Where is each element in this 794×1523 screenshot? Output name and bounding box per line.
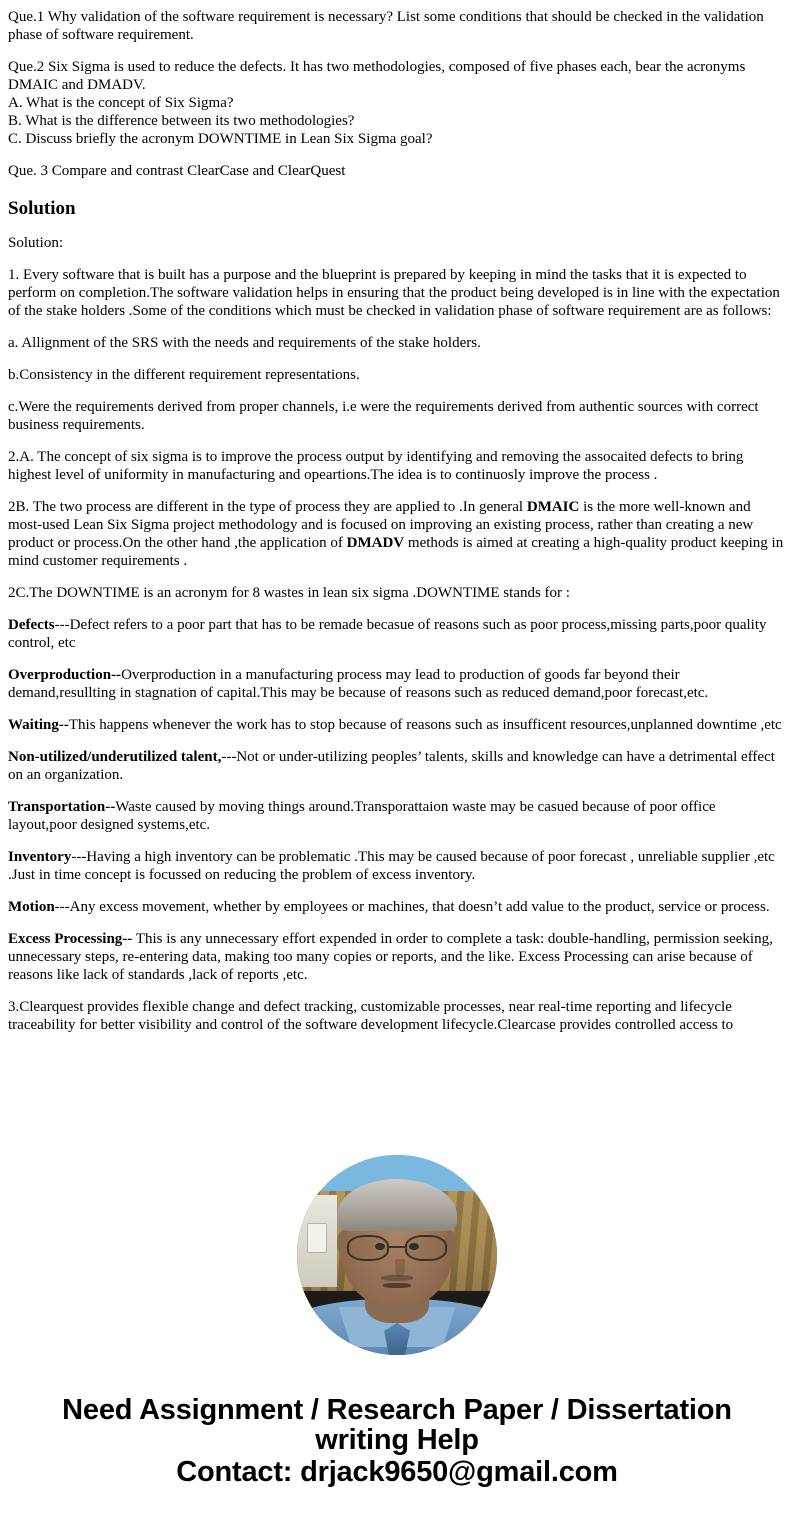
answer-1b: b.Consistency in the different requirement representations.	[8, 367, 360, 383]
answer-1c: c.Were the requirements derived from proper channels, i.e were the requirements derived from authentic sources with correct business requirements.	[8, 399, 759, 433]
avatar-glasses-bridge	[389, 1246, 405, 1248]
answer-2b-part2: is the more well-known and most-used Lean Six Sigma project methodology and is focused on improving an existing process, rather than creating a new product or process.On the other hand ,the application of	[8, 499, 754, 551]
avatar-mouth	[383, 1283, 411, 1288]
question-3: Que. 3 Compare and contrast ClearCase and ClearQuest	[8, 163, 346, 179]
avatar-moustache	[381, 1275, 413, 1281]
downtime-text: Overproduction in a manufacturing process may lead to production of goods far beyond their demand,resullting in stagnation of capital.This may be because of reasons such as reduced demand,poor forecast,etc.	[8, 667, 709, 701]
downtime-item-waiting	[8, 716, 786, 734]
answer-2b-part1: 2B. The two process are different in the type of process they are applied to .In general	[8, 499, 527, 515]
downtime-term: Non-utilized/underutilized talent,	[8, 749, 222, 765]
downtime-term: Transportation--	[8, 799, 116, 815]
downtime-dash: ---	[54, 617, 70, 633]
downtime-term: Motion	[8, 899, 55, 915]
question-2: Que.2 Six Sigma is used to reduce the defects. It has two methodologies, composed of five phases each, bear the acronyms DMAIC and DMADV.	[8, 59, 746, 93]
acronym-dmaic: DMAIC	[526, 499, 580, 515]
answer-1: 1. Every software that is built has a purpose and the blueprint is prepared by keeping in mind the tasks that it is expected to perform on completion.The software validation helps in ensuring that the product being developed is in line with the expectation of the stake holders .Some of the conditions which must be checked in validation phase of software requirement are as follows:	[8, 267, 780, 319]
downtime-text: Having a high inventory can be problematic .This may be caused because of poor forecast , unreliable supplier ,etc .Just in time concept is focussed on reducing the problem of excess inventory.	[8, 849, 775, 883]
avatar-background-switch	[307, 1223, 327, 1253]
avatar-lens-left	[347, 1235, 389, 1261]
avatar	[297, 1155, 497, 1355]
downtime-item-transportation	[8, 798, 786, 834]
downtime-term: Defects	[8, 617, 55, 633]
downtime-text: Waste caused by moving things around.Transporattaion waste may be casued because of poor office layout,poor designed systems,etc.	[8, 799, 716, 833]
answer-2b-part3: methods is aimed at creating a high-quality product keeping in mind customer requirements .	[8, 535, 784, 569]
avatar-lens-right	[405, 1235, 447, 1261]
downtime-dash: ---	[221, 749, 237, 765]
glasses-icon	[347, 1235, 447, 1261]
answer-3: 3.Clearquest provides flexible change and defect tracking, customizable processes, near real-time reporting and lifecycle traceability for better visibility and control of the software development lifecycle.Clearcase provides controlled access to	[8, 999, 734, 1033]
question-1: Que.1 Why validation of the software requirement is necessary? List some conditions that should be checked in the validation phase of software requirement.	[8, 9, 764, 43]
downtime-term: Inventory	[8, 849, 72, 865]
downtime-dash: --	[111, 667, 122, 683]
downtime-term: Waiting	[8, 717, 59, 733]
downtime-item-overproduction	[8, 666, 786, 702]
answer-2a: 2.A. The concept of six sigma is to improve the process output by identifying and removing the assocaited defects to bring highest level of uniformity in manufacturing and opeartions.The idea is to continuosly improve the process .	[8, 449, 744, 483]
solution-label: Solution:	[8, 235, 64, 251]
promo-line-1: Need Assignment / Research Paper / Dissertation	[62, 1394, 732, 1426]
downtime-dash: --	[122, 931, 133, 947]
avatar-container	[0, 1153, 794, 1357]
downtime-term: Overproduction	[8, 667, 112, 683]
promo-line-2: writing Help	[315, 1424, 479, 1456]
downtime-term: Excess Processing	[8, 931, 123, 947]
acronym-dmadv: DMADV	[346, 535, 405, 551]
downtime-text: Any excess movement, whether by employees or machines, that doesn’t add value to the product, service or process.	[69, 899, 770, 915]
question-2a: A. What is the concept of Six Sigma?	[8, 95, 234, 111]
downtime-item-non-utilized-talent	[8, 748, 786, 784]
downtime-text: Defect refers to a poor part that has to be remade becasue of reasons such as poor process,missing parts,poor quality control, etc	[8, 617, 767, 651]
downtime-text: This is any unnecessary effort expended in order to complete a task: double-handling, permission seeking, unnecessary steps, re-entering data, making too many copies or reports, and the like. Excess Processing can arise because of reasons like lack of standards ,lack of reports ,etc.	[8, 931, 773, 983]
promo-block	[0, 1395, 794, 1487]
question-2c: C. Discuss briefly the acronym DOWNTIME in Lean Six Sigma goal?	[8, 131, 433, 147]
answer-1a: a. Allignment of the SRS with the needs and requirements of the stake holders.	[8, 335, 481, 351]
solution-heading: Solution	[8, 198, 76, 219]
question-2b: B. What is the difference between its two methodologies?	[8, 113, 355, 129]
downtime-dash: ---	[54, 899, 70, 915]
downtime-item-defects	[8, 616, 786, 652]
downtime-dash: --	[58, 717, 69, 733]
promo-contact-email: Contact: drjack9650@gmail.com	[176, 1456, 618, 1488]
downtime-item-motion	[8, 898, 786, 916]
downtime-dash: ---	[71, 849, 87, 865]
downtime-item-excess-processing	[8, 930, 786, 984]
downtime-item-inventory	[8, 848, 786, 884]
answer-2c-intro: 2C.The DOWNTIME is an acronym for 8 wastes in lean six sigma .DOWNTIME stands for :	[8, 585, 570, 601]
downtime-text: Not or under-utilizing peoples’ talents, skills and knowledge can have a detrimental effect on an organization.	[8, 749, 775, 783]
downtime-text: This happens whenever the work has to stop because of reasons such as insufficent resources,unplanned downtime ,etc	[68, 717, 782, 733]
answer-2b	[8, 498, 786, 570]
